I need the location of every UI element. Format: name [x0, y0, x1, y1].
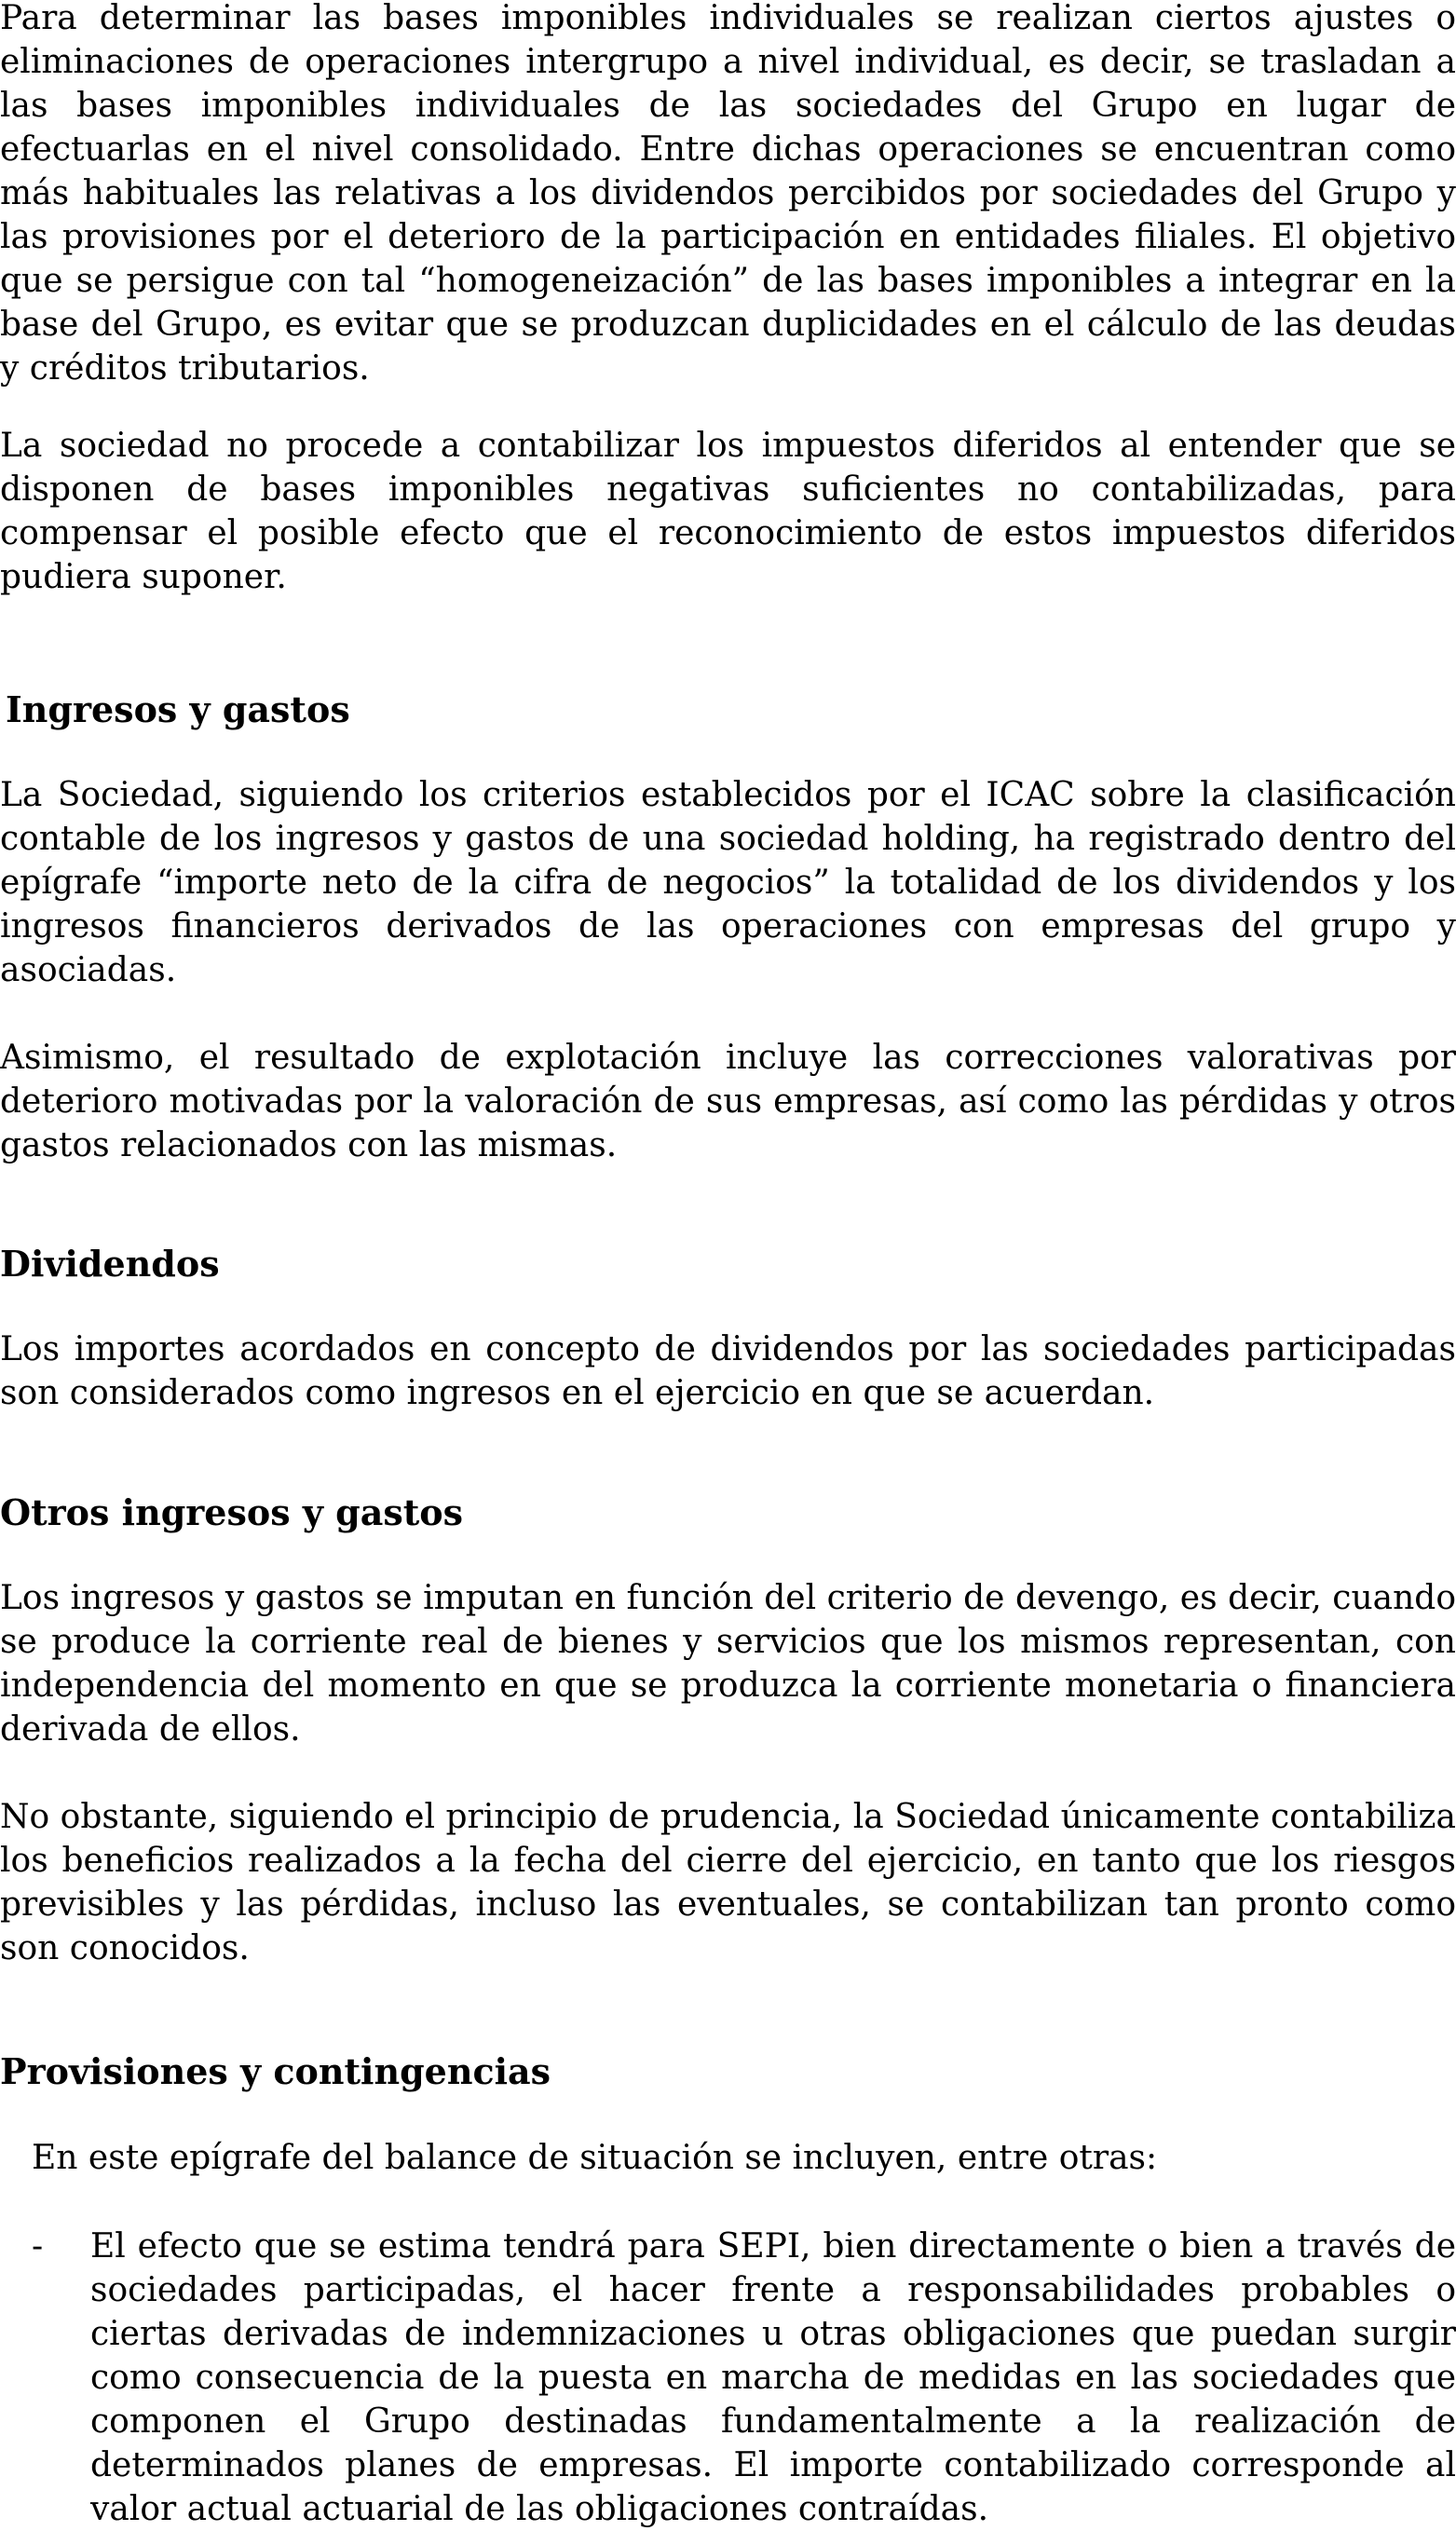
section-dividendos [0, 1242, 1456, 1286]
section-heading: Ingresos y gastos [6, 688, 350, 730]
paragraph-text: Los importes acordados en concepto de dividendos por las sociedades participadas son considerados como ingresos en el ejercicio en que se acuerdan. [0, 1330, 1456, 1412]
paragraph-ingresos-gastos-2 [0, 1036, 1456, 1167]
provisiones-intro: En este epígrafe del balance de situación se incluyen, entre otras: [32, 2139, 1158, 2177]
paragraph-text: La sociedad no procede a contabilizar los impuestos diferidos al entender que se disponen de bases imponibles negativas suficientes no contabilizadas, para compensar el posible efecto que el reconocimiento de estos impuestos diferidos pudiera suponer. [0, 427, 1456, 596]
section-otros-ingresos-gastos [0, 1490, 1456, 1534]
bullet-text: El efecto que se estima tendrá para SEPI, bien directamente o bien a través de sociedades participadas, el hacer frente a responsabilidades probables o ciertas derivadas de indemnizaciones u otras obligaciones que puedan surgir como consecuencia de la puesta en marcha de medidas en las sociedades que componen el Grupo destinadas fundamentalmente a la realización de determinados planes de empresas. El importe contabilizado corresponde al valor actual actuarial de las obligaciones contraídas. [90, 2227, 1456, 2528]
paragraph-text: La Sociedad, siguiendo los criterios establecidos por el ICAC sobre la clasificación contable de los ingresos y gastos de una sociedad holding, ha registrado dentro del epígrafe “importe neto de la cifra de negocios” la totalidad de los dividendos y los ingresos financieros derivados de las operaciones con empresas del grupo y asociadas. [0, 776, 1456, 989]
paragraph-impuestos-diferidos [0, 424, 1456, 599]
paragraph-text: Para determinar las bases imponibles individuales se realizan ciertos ajustes o eliminaciones de operaciones intergrupo a nivel individual, es decir, se trasladan a las bases imponibles individuales de las sociedades del Grupo en lugar de efectuarlas en el nivel consolidado. Entre dichas operaciones se encuentran como más habituales las relativas a los dividendos percibidos por sociedades del Grupo y las provisiones por el deterioro de la participación en entidades filiales. El objetivo que se persigue con tal “homogeneización” de las bases imponibles a integrar en la base del Grupo, es evitar que se produzcan duplicidades en el cálculo de las deudas y créditos tributarios. [0, 0, 1456, 388]
paragraph-otros-ingresos-gastos-2 [0, 1795, 1456, 1970]
paragraph-text: Los ingresos y gastos se imputan en función del criterio de devengo, es decir, cuando se produce la corriente real de bienes y servicios que los mismos representan, con independencia del momento en que se produzca la corriente monetaria o financiera derivada de ellos. [0, 1579, 1456, 1749]
bullet-marker: - [32, 2227, 44, 2266]
section-heading: Dividendos [0, 1243, 220, 1285]
section-heading: Provisiones y contingencias [0, 2050, 551, 2092]
paragraph-dividendos [0, 1327, 1456, 1415]
paragraph-otros-ingresos-gastos-1 [0, 1576, 1456, 1751]
paragraph-ingresos-gastos-1 [0, 773, 1456, 992]
paragraph-text: No obstante, siguiendo el principio de prudencia, la Sociedad únicamente contabiliza los beneficios realizados a la fecha del cierre del ejercicio, en tanto que los riesgos previsibles y las pérdidas, incluso las eventuales, se contabilizan tan pronto como son conocidos. [0, 1798, 1456, 1967]
paragraph-text: Asimismo, el resultado de explotación incluye las correcciones valorativas por deterioro motivadas por la valoración de sus empresas, así como las pérdidas y otros gastos relacionados con las mismas. [0, 1039, 1456, 1164]
section-heading: Otros ingresos y gastos [0, 1491, 464, 1533]
paragraph-bases-imponibles [0, 0, 1456, 390]
section-ingresos-gastos [6, 687, 1456, 731]
section-provisiones [0, 2049, 1456, 2093]
